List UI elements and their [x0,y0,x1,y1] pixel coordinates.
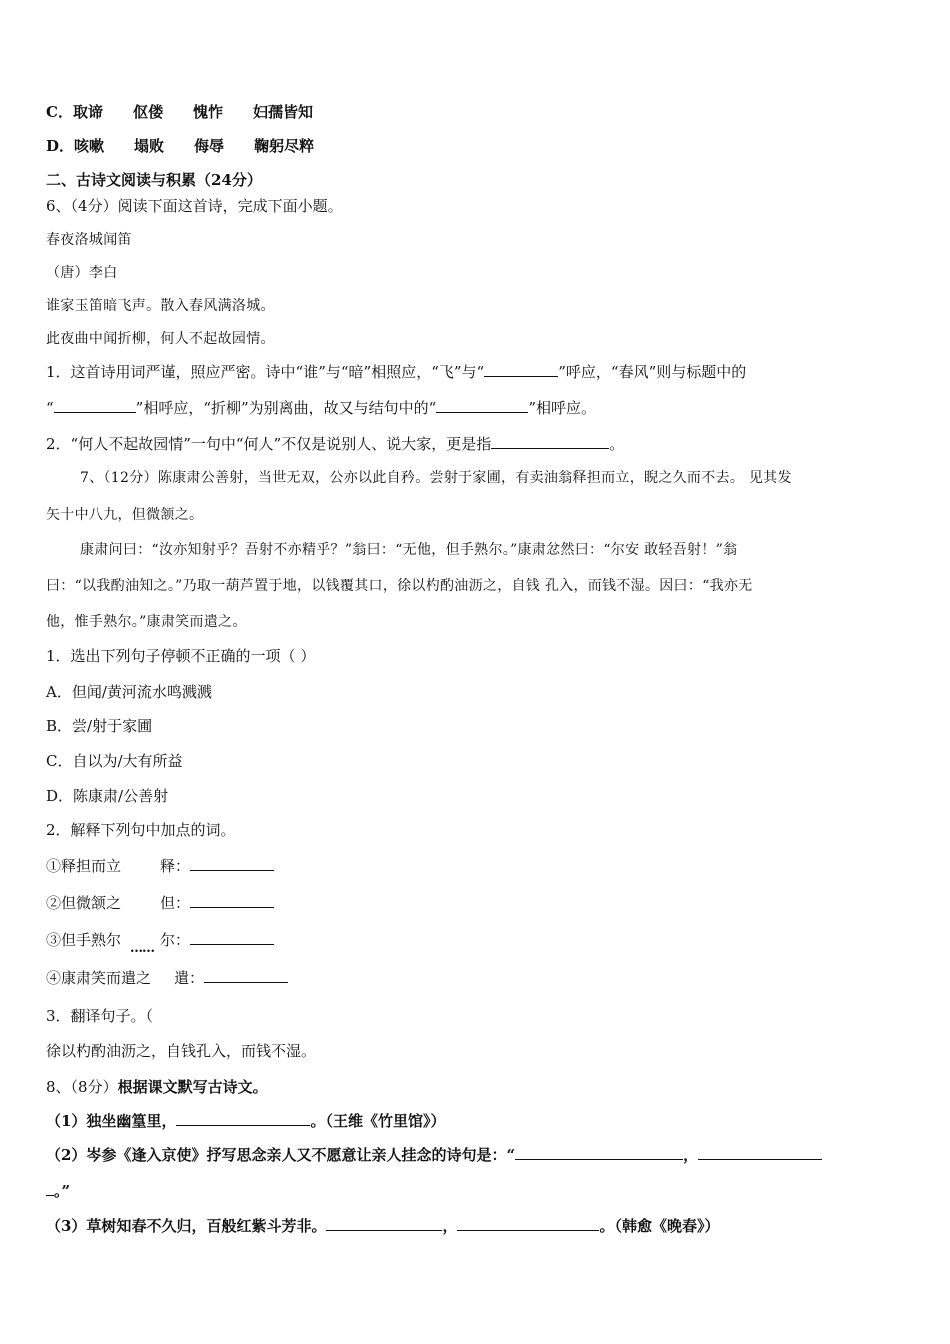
q8-item3 [46,1216,906,1236]
word-item [46,930,906,956]
q8-item1 [46,1111,906,1131]
option-c-item: 取谛 [72,103,103,121]
q6-sub1-line2 [46,398,906,418]
q8-stem-text: 根据课文默写古诗文。 [117,1078,268,1096]
section-heading: 二、古诗文阅读与积累（24分） [46,171,262,189]
answer-blank[interactable] [190,893,274,908]
answer-blank[interactable] [698,1145,822,1160]
option-d-label: D． [46,137,75,155]
emphasis-dots: …… [130,941,154,956]
q8-stem [46,1077,906,1097]
poem-author: （唐）李白 [46,265,118,281]
q8-item3-text: ， [442,1217,458,1235]
word-item [46,856,906,876]
q8-item2-text: （2）岑参《逢入京使》抒写思念亲人又不愿意让亲人挂念的诗句是：“ [46,1146,516,1164]
word-key: 但： [160,894,191,912]
q7-sub3: 3．翻译句子。（ [46,1007,154,1025]
q6-sub2-text: 2．“何人不起故园情”一句中“何人”不仅是说别人、说大家，更是指 [46,435,492,453]
answer-blank[interactable] [491,434,609,449]
q7-passage: 矢十中八九，但微颔之。 [46,507,204,523]
q7-sub1: 1．选出下列句子停顿不正确的一项（ ） [46,647,316,665]
word-sentence: ①释担而立 [46,857,122,875]
q6-sub1-text: ”呼应，“春风”则与标题中的 [558,363,747,381]
q8-item1-text: （1）独坐幽篁里， [46,1112,177,1130]
choice-c[interactable]: C．自以为/大有所益 [46,752,183,770]
q7-passage: 他，惟手熟尔。”康肃笑而遣之。 [46,614,247,630]
answer-blank[interactable] [54,398,136,413]
answer-blank[interactable] [484,362,558,377]
q7-translate: 徐以杓酌油沥之，自钱孔入，而钱不湿。 [46,1042,317,1060]
choice-a[interactable]: A．但闻/黄河流水鸣溅溅 [46,683,212,701]
q6-sub1-line1 [46,362,906,382]
q8-item2-text: 。” [54,1182,71,1200]
q7-passage: 7、（12分）陈康肃公善射，当世无双，公亦以此自矜。尝射于家圃，有卖油翁释担而立，睨之久而不去。 见其发 [80,470,792,486]
answer-blank[interactable] [204,968,288,983]
answer-blank[interactable] [515,1145,683,1160]
option-d-item: 鞠躬尽粹 [254,137,315,155]
poem-title: 春夜洛城闻笛 [46,232,132,248]
word-key: 释： [160,857,191,875]
choice-d[interactable]: D．陈康肃/公善射 [46,787,169,805]
q8-item2 [46,1145,906,1165]
q6-stem: 6、（4分）阅读下面这首诗，完成下面小题。 [46,197,343,215]
q6-sub2 [46,434,906,454]
answer-blank[interactable] [46,1181,54,1196]
option-c-item: 伛偻 [132,103,163,121]
q6-sub1-text: ”相呼应，“折柳”为别离曲，故又与结句中的“ [135,399,437,417]
answer-blank[interactable] [190,930,274,945]
poem-line: 谁家玉笛暗飞声。散入春风满洛城。 [46,298,275,314]
q7-passage: 曰：“以我酌油知之。”乃取一葫芦置于地，以钱覆其口，徐以杓酌油沥之，自钱 孔入，而钱不湿。因曰：“我亦无 [46,578,753,594]
word-key: 遣： [174,969,205,987]
word-key: 尔： [160,931,191,949]
word-item [46,893,906,913]
option-c-item: 愧怍 [192,103,223,121]
option-d-row [46,136,906,156]
option-d-item: 咳嗽 [74,137,105,155]
q6-sub2-text: 。 [609,435,625,453]
q6-sub1-text: “ [46,399,54,417]
answer-blank[interactable] [190,856,274,871]
word-item [46,968,906,988]
poem-line: 此夜曲中闻折柳，何人不起故园情。 [46,331,275,347]
q8-item3-text: （3）草树知春不久归，百般红紫斗芳非。 [46,1217,327,1235]
answer-blank[interactable] [176,1111,310,1126]
q7-passage: 康肃问曰：“汝亦知射乎？吾射不亦精乎？”翁曰：“无他，但手熟尔。”康肃忿然曰：“尔安 敢轻吾射！”翁 [80,542,738,558]
word-sentence: ②但微颔之 [46,894,122,912]
q8-item3-text: 。（韩愈《晚春》） [599,1217,720,1235]
q8-item2-cont [46,1181,906,1201]
word-sentence: ③但手熟尔 [46,931,122,949]
choice-b[interactable]: B．尝/射于家圃 [46,717,153,735]
answer-blank[interactable] [436,398,528,413]
answer-blank[interactable] [326,1216,442,1231]
q8-stem-num: 8、（8分） [46,1078,118,1096]
q8-item1-text: 。（王维《竹里馆》） [310,1112,446,1130]
option-c-label: C． [46,103,73,121]
q6-sub1-text: 1．这首诗用词严谨，照应严密。诗中“谁”与“暗”相照应，“飞”与“ [46,363,485,381]
option-c-item: 妇孺皆知 [253,103,314,121]
option-d-item: 塌败 [134,137,165,155]
q8-item2-text: ， [683,1146,699,1164]
option-c-row [46,102,906,122]
word-sentence: ④康肃笑而遣之 [46,969,152,987]
q7-sub2: 2．解释下列句中加点的词。 [46,821,236,839]
option-d-item: 侮辱 [194,137,225,155]
answer-blank[interactable] [457,1216,599,1231]
q6-sub1-text: ”相呼应。 [528,399,597,417]
